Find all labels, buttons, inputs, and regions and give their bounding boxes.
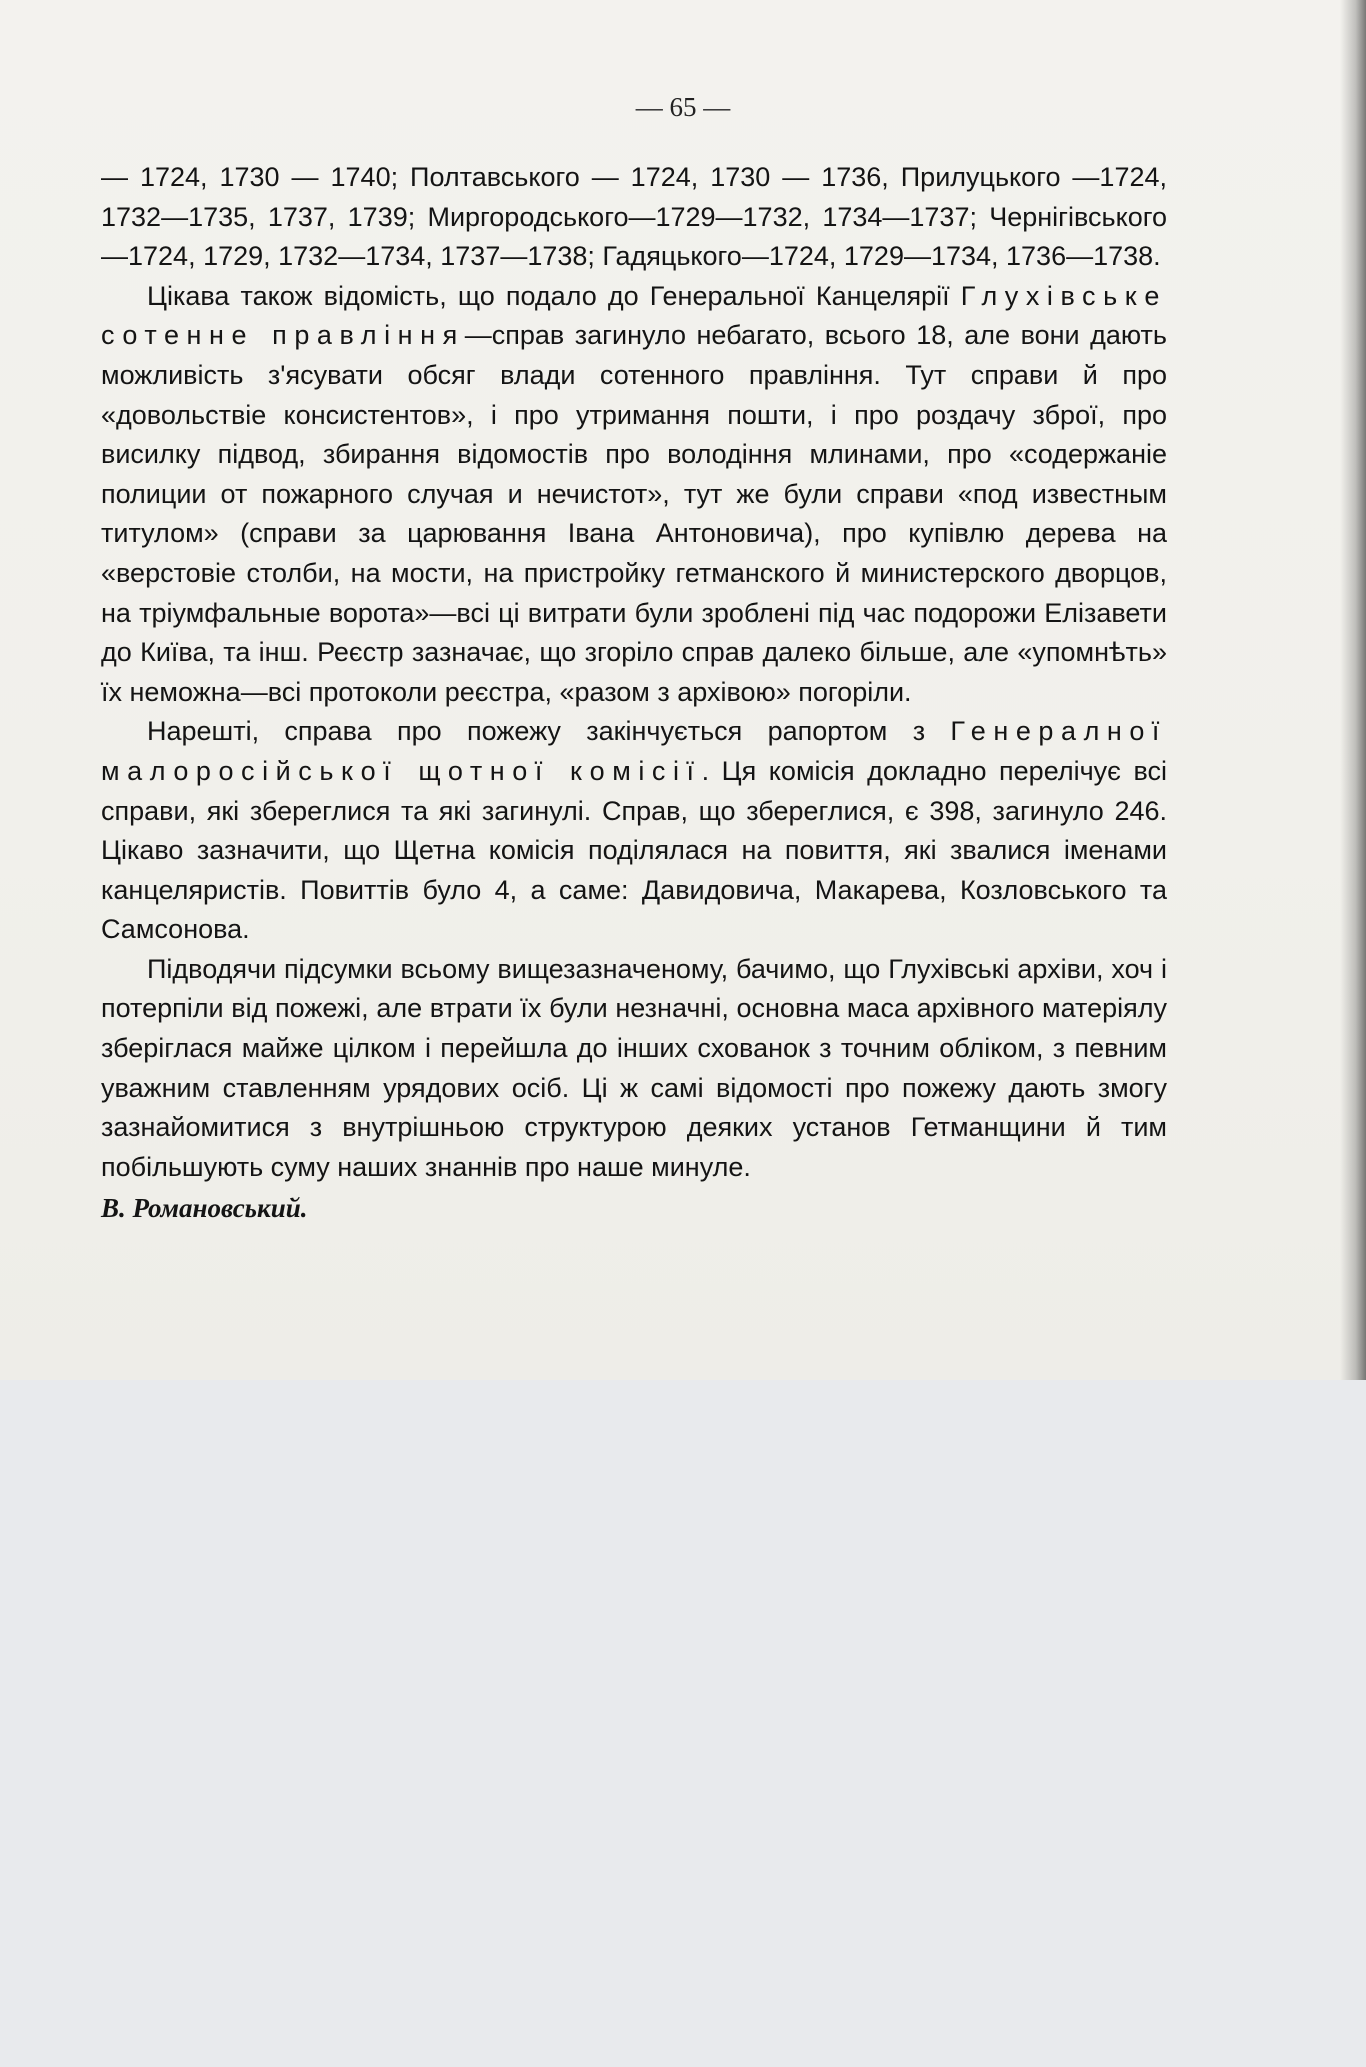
paragraph-text-after: . Ця комісія докладно перелічує всі справи, які збереглися та які загинулі. Справ, що збереглися, є 398, загинуло 246. Цікаво зазначити, що Щетна комісія поділялася на повиття, які звалися іменами канцеляристів. Повиттів було 4, а саме: Давидовича, Макарева, Козловського та Самсонова. bbox=[101, 755, 1167, 945]
paragraph-text-after: —справ загинуло небагато, всього 18, але вони дають можливість з'ясувати обсяг влади сотенного правління. Тут справи й про «довольствіе консистентов», і про утримання пошти, і про роздачу зброї, про висилку підвод, збирання відомостів про володіння млинами, про «содержаніе полиции от пожарного случая и нечистот», тут же були справи «под известным титулом» (справи за царювання Івана Антоновича), про купівлю дерева на «верстовіе столби, на мости, на пристройку гетманского й министерского дворцов, на тріумфальные ворота»—всі ці витрати були зроблені під час подорожи Елізавети до Київа, та інш. Реєстр зазначає, що згоріло справ далеко більше, але «упомнѣть» їх неможна—всі протоколи реєстра, «разом з архівою» погоріли. bbox=[101, 320, 1167, 707]
article-text bbox=[101, 158, 1167, 1229]
paragraph-text-before: Цікава також відомість, що подало до Генеральної Канцелярії bbox=[147, 280, 961, 311]
author-signature: В. Романовський. bbox=[101, 1193, 308, 1224]
page-number: — 65 — bbox=[635, 92, 731, 122]
paragraph-accounting-commission bbox=[101, 712, 1167, 950]
paragraph-text-before: Нарешті, справа про пожежу закінчується рапортом з bbox=[147, 716, 951, 747]
spaced-institution-name: Глухівське сотенне правління bbox=[101, 280, 1167, 351]
paragraph-summary: Підводячи підсумки всьому вищезазначеному, бачимо, що Глухівські архіви, хоч і потерпіли від пожежі, але втрати їх були незначні, основна маса архівного матеріялу зберіглася майже цілком і перейшла до інших схованок з точним обліком, з певним уважним ставленням урядових осіб. Ці ж самі відомості про пожежу дають змогу зазнайомитися з внутрішньою структурою деяких установ Гетманщини й тим побільшують суму наших знаннів про наше минуле. bbox=[101, 953, 1167, 1182]
paragraph-glukhiv-board bbox=[101, 277, 1167, 713]
empty-background bbox=[0, 1380, 1366, 2067]
spaced-commission-name: Генералної малоросійської щотної комісії bbox=[101, 716, 1167, 786]
paragraph-archive-years: — 1724, 1730 — 1740; Полтавського — 1724, 1730 — 1736, Прилуцького —1724, 1732—1735, 1737, 1739; Миргородського—1729—1732, 1734—1737; Чернігівського—1724, 1729, 1732—1734, 1737—1738; Гадяцького—1724, 1729—1734, 1736—1738. bbox=[101, 162, 1167, 272]
